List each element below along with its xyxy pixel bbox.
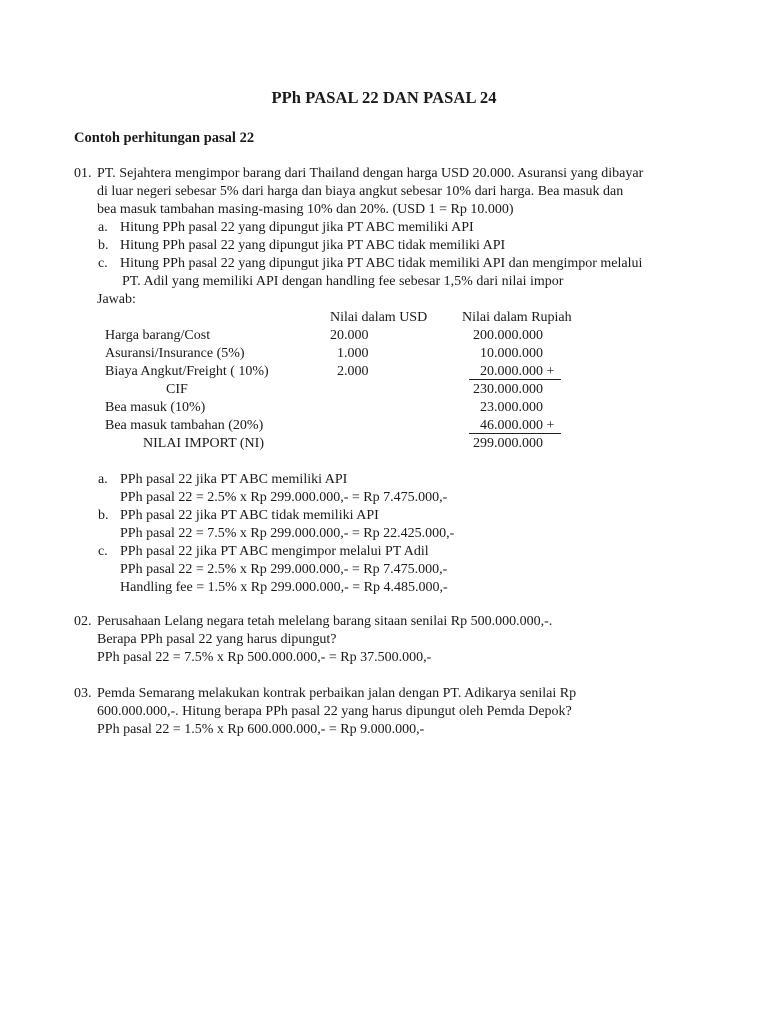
- answer-b-heading: PPh pasal 22 jika PT ABC tidak memiliki API: [120, 508, 379, 523]
- question-01-line-2: di luar negeri sebesar 5% dari harga dan biaya angkut sebesar 10% dari harga. Bea masuk dan: [97, 184, 624, 199]
- subquestion-c-continuation: PT. Adil yang memiliki API dengan handling fee sebesar 1,5% dari nilai impor: [122, 274, 564, 289]
- answer-a-heading: PPh pasal 22 jika PT ABC memiliki API: [120, 472, 348, 487]
- subquestion-marker-c: c.: [98, 256, 108, 271]
- row-rupiah: 299.000.000: [473, 436, 543, 451]
- document-title: PPh PASAL 22 DAN PASAL 24: [271, 88, 497, 107]
- question-03-line-1: Pemda Semarang melakukan kontrak perbaikan jalan dengan PT. Adikarya senilai Rp: [97, 686, 577, 701]
- question-03-answer: PPh pasal 22 = 1.5% x Rp 600.000.000,- = Rp 9.000.000,-: [97, 722, 425, 737]
- section-heading: Contoh perhitungan pasal 22: [74, 130, 255, 146]
- subquestion-c: Hitung PPh pasal 22 yang dipungut jika PT ABC tidak memiliki API dan mengimpor melalui: [120, 256, 643, 271]
- answer-a-calc: PPh pasal 22 = 2.5% x Rp 299.000.000,- = Rp 7.475.000,-: [120, 490, 448, 505]
- subquestion-b: Hitung PPh pasal 22 yang dipungut jika PT ABC tidak memiliki API: [120, 238, 506, 253]
- answer-c-calc-handling-fee: Handling fee = 1.5% x Rp 299.000.000,- = Rp 4.485.000,-: [120, 580, 448, 595]
- row-rupiah: 10.000.000: [480, 346, 543, 361]
- answer-marker-b: b.: [98, 508, 109, 523]
- row-label: NILAI IMPORT (NI): [143, 436, 264, 451]
- row-usd: 1.000: [337, 346, 369, 361]
- question-number-02: 02.: [74, 614, 92, 629]
- question-number-01: 01.: [74, 166, 92, 181]
- answer-c-calc-pph: PPh pasal 22 = 2.5% x Rp 299.000.000,- = Rp 7.475.000,-: [120, 562, 448, 577]
- question-02-line-1: Perusahaan Lelang negara tetah melelang barang sitaan senilai Rp 500.000.000,-.: [97, 614, 553, 629]
- row-rupiah: 23.000.000: [480, 400, 543, 415]
- answer-b-calc: PPh pasal 22 = 7.5% x Rp 299.000.000,- = Rp 22.425.000,-: [120, 526, 455, 541]
- row-usd: 2.000: [337, 364, 369, 379]
- row-usd: 20.000: [330, 328, 369, 343]
- answer-marker-c: c.: [98, 544, 108, 559]
- row-rupiah: 46.000.000 +: [480, 418, 555, 433]
- subquestion-marker-b: b.: [98, 238, 109, 253]
- table-header-usd: Nilai dalam USD: [330, 310, 428, 325]
- question-01-line-3: bea masuk tambahan masing-masing 10% dan 20%. (USD 1 = Rp 10.000): [97, 202, 514, 217]
- row-rupiah: 200.000.000: [473, 328, 543, 343]
- question-02-line-2: Berapa PPh pasal 22 yang harus dipungut?: [97, 632, 337, 647]
- table-header-rupiah: Nilai dalam Rupiah: [462, 310, 572, 325]
- subquestion-marker-a: a.: [98, 220, 108, 235]
- row-rupiah: 20.000.000 +: [480, 364, 555, 379]
- row-rupiah: 230.000.000: [473, 382, 543, 397]
- subtotal-rule: [469, 379, 561, 380]
- subquestion-a: Hitung PPh pasal 22 yang dipungut jika PT ABC memiliki API: [120, 220, 474, 235]
- row-label: CIF: [166, 382, 188, 397]
- row-label: Harga barang/Cost: [105, 328, 211, 343]
- question-01-line-1: PT. Sejahtera mengimpor barang dari Thailand dengan harga USD 20.000. Asuransi yang dibayar: [97, 166, 644, 181]
- answer-label: Jawab:: [97, 292, 136, 307]
- total-rule: [469, 433, 561, 434]
- answer-marker-a: a.: [98, 472, 108, 487]
- answer-c-heading: PPh pasal 22 jika PT ABC mengimpor melalui PT Adil: [120, 544, 429, 559]
- row-label: Bea masuk tambahan (20%): [105, 418, 264, 433]
- question-02-answer: PPh pasal 22 = 7.5% x Rp 500.000.000,- = Rp 37.500.000,-: [97, 650, 432, 665]
- row-label: Asuransi/Insurance (5%): [105, 346, 245, 361]
- row-label: Bea masuk (10%): [105, 400, 206, 415]
- question-number-03: 03.: [74, 686, 92, 701]
- row-label: Biaya Angkut/Freight ( 10%): [105, 364, 269, 379]
- question-03-line-2: 600.000.000,-. Hitung berapa PPh pasal 22 yang harus dipungut oleh Pemda Depok?: [97, 704, 572, 719]
